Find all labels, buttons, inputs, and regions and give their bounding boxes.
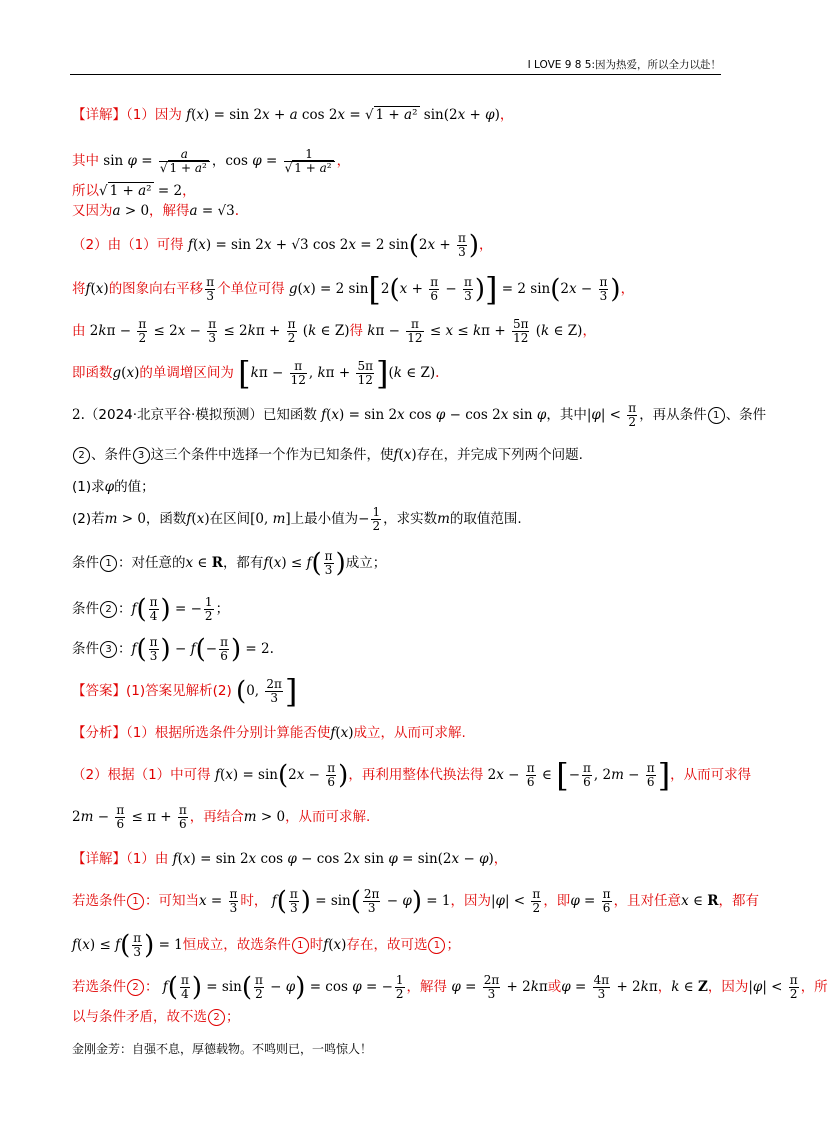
question-2-part-2: (2)若m > 0，函数f(x)在区间[0, m]上最小值为− $\frac{1}{2}$ ，求实数m的取值范围. — [72, 505, 522, 533]
condition-3: 条件 3 ：f( $\frac{\pi}{3}$ ) − f(− $\frac{\pi}{6}$ ) = 2. — [72, 634, 274, 665]
detail-line-2: 其中 sin φ = $\frac{a}{\text{√ 1 + a²}}$ ，cos φ = $\frac{1}{\text{√ 1 + a²}}$ ， — [72, 147, 351, 175]
page-footer: 金刚金芳：自强不息，厚德载物。不鸣则已，一鸣惊人！ — [72, 1042, 373, 1056]
question-2-line-2: 2 、条件 3 这三个条件中选择一个作为已知条件，使f(x)存在，并完成下列两个问题. — [72, 444, 583, 466]
detail2-line-3: f(x) ≤ f( $\frac{\pi}{3}$ ) = 1恒成立，故选条件 1 时f(x)存在，故可选 1 ； — [72, 930, 460, 961]
detail-line-5: （2）由（1）可得 f(x) = sin 2x + √3 cos 2x = 2 sin(2x + $\frac{\pi}{3}$ )， — [72, 230, 493, 261]
analysis-line-1: 【分析】（1）根据所选条件分别计算能否使f(x)成立，从而可求解. — [72, 725, 466, 741]
detail2-line-1: 【详解】（1）由 f(x) = sin 2x cos φ − cos 2x sin φ = sin(2x − φ)， — [72, 851, 508, 867]
answer-line: 【答案】(1)答案见解析(2) (0, $\frac{2\pi}{3}$ ] — [72, 672, 298, 711]
detail-line-6: 将f(x)的图象向右平移 $\frac{\pi}{3}$ 个单位可得 g(x) = 2 sin[2(x + $\frac{\pi}{6}$ − $\frac{\pi}{3}$ )] = 2 sin(2x − $\frac{\pi}{3}$ )， — [72, 270, 635, 309]
detail2-line-5: 以与条件矛盾，故不选 2 ； — [72, 1009, 240, 1025]
question-2-part-1: (1)求φ的值； — [72, 479, 155, 495]
condition-2: 条件 2 ：f( $\frac{\pi}{4}$ ) = − $\frac{1}{2}$ ； — [72, 594, 230, 625]
detail-line-7: 由 2kπ − $\frac{\pi}{2}$ ≤ 2x − $\frac{\pi}{3}$ ≤ 2kπ + $\frac{\pi}{2}$ (k ∈ Z)得 kπ − $\frac{\pi}{12}$ ≤ x ≤ kπ + $\frac{5\pi}{12}$ (k ∈ Z)， — [72, 317, 596, 345]
detail2-line-4: 若选条件 2 ： f( $\frac{\pi}{4}$ ) = sin( $\frac{\pi}{2}$ − φ) = cos φ = − $\frac{1}{2}$ ，解得 φ = $\frac{2\pi}{3}$ + 2kπ或φ = $\frac{4\pi}{3}$ + 2kπ，k ∈ Z，因为|φ| < $\frac{\pi}{2}$ ，所 — [72, 972, 828, 1003]
detail-line-4: 又因为a > 0，解得a = √3. — [72, 203, 239, 219]
detail-line-8: 即函数g(x)的单调增区间为 [kπ − $\frac{\pi}{12}$ , kπ + $\frac{5\pi}{12}$ ](k ∈ Z). — [72, 354, 440, 393]
detail2-line-2: 若选条件 1 ：可知当x = $\frac{\pi}{3}$ 时， f( $\frac{\pi}{3}$ ) = sin( $\frac{2\pi}{3}$ − φ) = 1，因为|φ| < $\frac{\pi}{2}$ ，即φ = $\frac{\pi}{6}$ ，且对任意x ∈ R，都有 — [72, 886, 759, 917]
detail-line-3: 所以√ 1 + a² = 2， — [72, 183, 196, 199]
condition-1: 条件 1 ：对任意的x ∈ R，都有f(x) ≤ f( $\frac{\pi}{3}$ )成立； — [72, 548, 387, 579]
page-header: I LOVE 9 8 5:因为热爱，所以全力以赴！ — [70, 58, 721, 75]
analysis-line-3: 2m − $\frac{\pi}{6}$ ≤ π + $\frac{\pi}{6}$ ，再结合m > 0，从而可求解. — [72, 803, 371, 831]
analysis-line-2: （2）根据（1）中可得 f(x) = sin(2x − $\frac{\pi}{6}$ )，再利用整体代换法得 2x − $\frac{\pi}{6}$ ∈ [− $\frac{\pi}{6}$ , 2m − $\frac{\pi}{6}$ ]，从而可求得 — [72, 756, 752, 795]
question-2-line-1: 2.（2024·北京平谷·模拟预测）已知函数 f(x) = sin 2x cos φ − cos 2x sin φ，其中|φ| < $\frac{\pi}{2}$ ，再从条件 1 、条件 — [72, 401, 767, 429]
detail-line-1: 【详解】（1）因为 f(x) = sin 2x + a cos 2x = √ 1 + a² sin(2x + φ)， — [72, 107, 514, 123]
